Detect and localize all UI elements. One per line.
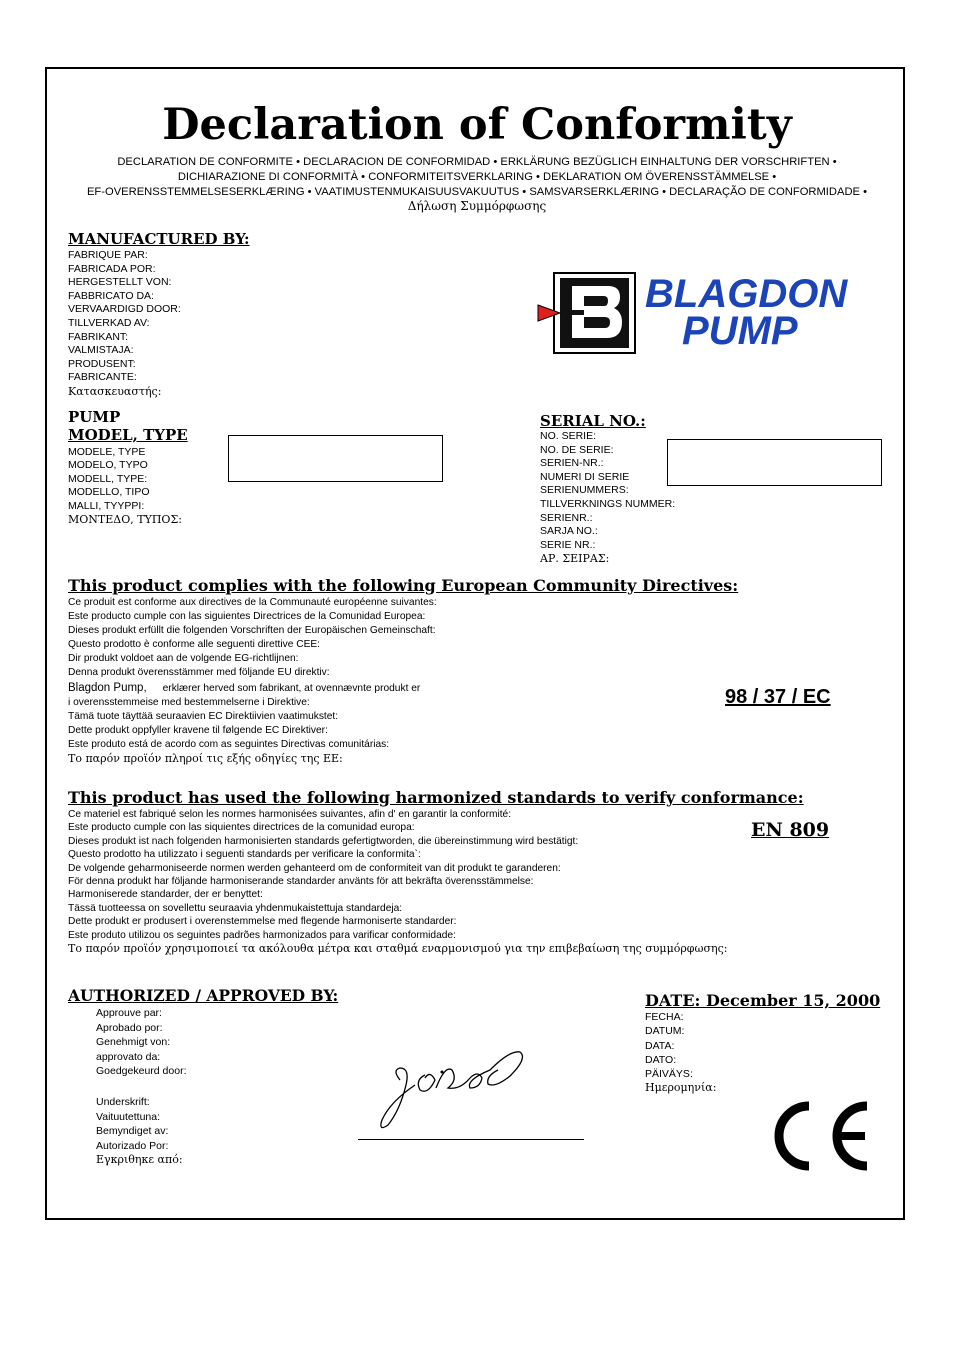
date-heading: DATE: December 15, 2000 [645, 991, 881, 1010]
directive-line: Questo prodotto è conforme alle seguenti direttive CEE: [68, 639, 320, 651]
manufacturer-labels [68, 249, 181, 399]
directive-line: Denna produkt överensstämmer med följande EU direktiv: [68, 667, 330, 679]
signature-scribble-icon [370, 1040, 550, 1135]
directive-line: Dieses produkt erfüllt die folgenden Vorschriften der Europäischen Gemeinschaft: [68, 625, 436, 637]
directive-greek-line: Το παρόν προϊόν πληροί τις εξής οδηγίες της ΕΕ: [68, 752, 343, 766]
authorized-label-greek: Εγκριθηκε από: [96, 1153, 183, 1167]
subtitle-line-1: DECLARATION DE CONFORMITE • DECLARACION DE CONFORMIDAD • ERKLÄRUNG BEZÜGLICH EINHALTUNG DER VORSCHRIFTEN • [117, 156, 837, 168]
directive-company-row [68, 681, 437, 696]
logo-line-blagdon: BLAGDON [645, 272, 848, 316]
serial-label: SERIEN-NR.: [540, 457, 604, 470]
manufacturer-label: VERVAARDIGD DOOR: [68, 303, 181, 316]
standard-greek-line: Το παρόν προϊόν χρησιμοποιεί τα ακόλουθα μέτρα και σταθμά εναρμονισμού για την επιβεβαίωση της συμμόρφωσης: [68, 942, 728, 956]
authorized-labels-a [96, 1006, 186, 1079]
directive-line: Ce produit est conforme aux directives de la Communauté européenne suivantes: [68, 597, 437, 608]
directive-line: Tämä tuote täyttää seuraavien EC Direktiivien vaatimukstet: [68, 710, 339, 722]
manufacturer-label: FABBRICATO DA: [68, 289, 154, 302]
authorized-label: Aprobado por: [96, 1021, 163, 1034]
date-label: DATO: [645, 1053, 677, 1066]
model-heading-1: PUMP [68, 408, 121, 426]
serial-label: NO. SERIE: [540, 430, 597, 442]
authorized-label: Genehmigt von: [96, 1036, 171, 1049]
model-type-field[interactable] [228, 435, 443, 482]
date-labels [645, 1010, 716, 1096]
logo-line-pump: PUMP [682, 309, 798, 353]
authorized-label: Underskrift: [96, 1096, 150, 1108]
standard-code: EN 809 [751, 819, 830, 841]
authorized-label: Vaituutettuna: [96, 1110, 161, 1123]
directive-line: Dir produkt voldoet aan de volgende EG-richtlijnen: [68, 653, 299, 665]
standards-lines [68, 808, 727, 955]
manufacturer-label-greek: Κατασκευαστής: [68, 384, 162, 398]
manufacturer-label: FABRIKANT: [68, 330, 129, 343]
date-label: DATA: [645, 1039, 675, 1052]
page-title: Declaration of Conformity [162, 100, 792, 150]
serial-label-greek: ΑΡ. ΣΕΙΡΑΣ: [540, 552, 610, 566]
model-label: MODELO, TYPO [68, 459, 148, 472]
subtitle-greek: Δήλωση Συμμόρφωσης [407, 199, 547, 213]
blagdon-logo-mark [534, 272, 639, 356]
authorized-label: Goedgekeurd door: [96, 1065, 187, 1078]
manufacturer-label: FABRICADA POR: [68, 262, 156, 275]
ce-mark [763, 1098, 873, 1174]
standard-line: Este producto cumple con las siquientes directrices de la comunidad europa: [68, 822, 415, 834]
serial-label: SERIENUMMERS: [540, 484, 629, 497]
standard-line: De volgende geharmoniseerde normen werden gehanteerd om de conformiteit van dit produkt te garanderen: [68, 862, 561, 874]
serial-number-field[interactable] [667, 439, 882, 486]
directives-heading: This product complies with the following European Community Directives: [68, 576, 739, 595]
manufacturer-label: HERGESTELLT VON: [68, 276, 172, 289]
standard-line: Ce materiel est fabriqué selon les normes harmonisées suivantes, afin d' en garantir la conformité: [68, 809, 512, 820]
subtitle-line-3: EF-OVERENSSTEMMELSESERKLÆRING • VAATIMUSTENMUKAISUUSVAKUUTUS • SAMSVARSERKLÆRING • DECLARAÇÃO DE CONFORMIDADE • [86, 186, 868, 198]
directive-line: Este produto está de acordo com as seguintes Directivas comunitárias: [68, 738, 390, 750]
serial-label: TILLVERKNINGS NUMMER: [540, 497, 676, 510]
blagdon-b-icon [534, 272, 639, 356]
manufacturer-heading: MANUFACTURED BY: [68, 230, 250, 248]
authorized-label: Bemyndiget av: [96, 1125, 169, 1138]
ce-mark-icon [763, 1098, 873, 1174]
standard-line: Harmoniserede standarder, der er benyttet: [68, 889, 263, 901]
serial-heading: SERIAL NO.: [540, 412, 646, 430]
authorized-label: approvato da: [96, 1050, 161, 1063]
authorized-label: Autorizado Por: [96, 1139, 169, 1152]
signature-line [358, 1139, 584, 1140]
directive-line: Este producto cumple con las siguientes Directrices de la Comunidad Europea: [68, 611, 426, 623]
directive-line: Dette produkt oppfyller kravene til følgende EC Direktiver: [68, 724, 328, 736]
manufacturer-label: PRODUSENT: [68, 357, 136, 370]
standards-heading: This product has used the following harmonized standards to verify conformance: [68, 788, 804, 807]
model-label: MODELLO, TIPO [68, 486, 150, 499]
model-label: MODELL, TYPE: [68, 472, 148, 485]
serial-labels [540, 430, 675, 566]
serial-label: NUMERI DI SERIE [540, 470, 630, 483]
directive-company-text: erklærer herved som fabrikant, at ovennævnte produkt er [162, 682, 421, 694]
directive-line: i overensstemmeise med bestemmelserne i Direktive: [68, 696, 310, 708]
signature [370, 1040, 550, 1135]
model-heading-2: MODEL, TYPE [68, 426, 188, 444]
standard-line: Tässä tuotteessa on sovellettu seuraavia yhdenmukaistettuja standardeja: [68, 902, 403, 914]
manufacturer-label: VALMISTAJA: [68, 344, 134, 357]
manufacturer-label: FABRIQUE PAR: [68, 249, 148, 261]
standard-line: För denna produkt har följande harmoniserande standarder använts för att bekräfta överensstämmelse: [68, 876, 534, 888]
standard-line: Dette produkt er produsert i overenstemmelse med flegende harmoniserte standarder: [68, 916, 457, 928]
serial-label: SERIENR.: [540, 511, 593, 524]
subtitle-line-2: DICHIARAZIONE DI CONFORMITÀ • CONFORMITEITSVERKLARING • DEKLARATION OM ÖVERENSSTÄMMELSE • [177, 171, 777, 183]
date-label: PÄIVÄYS: [645, 1068, 693, 1081]
authorized-heading: AUTHORIZED / APPROVED BY: [68, 986, 339, 1005]
directive-code: 98 / 37 / EC [725, 686, 831, 708]
date-label-greek: Ημερομηνία: [645, 1081, 717, 1095]
standard-line: Dieses produkt ist nach folgenden harmonisierten standards gefertigtworden, die übereinstimmung wird bestätigt: [68, 835, 579, 847]
authorized-labels-b [96, 1095, 183, 1168]
serial-label: NO. DE SERIE: [540, 443, 614, 456]
date-label: DATUM: [645, 1025, 685, 1038]
model-label-greek: ΜΟΝΤΕΔΟ, ΤΥΠΟΣ: [68, 513, 182, 527]
manufacturer-label: FABRICANTE: [68, 371, 137, 384]
standard-line: Questo prodotto ha utilizzato i seguenti standards per verificare la conformita`: [68, 849, 421, 861]
serial-label: SERIE NR.: [540, 538, 596, 551]
manufacturer-label: TILLVERKAD AV: [68, 316, 150, 329]
standard-line: Este produto utilizou os seguintes padrões harmonizados para varificar conformidade: [68, 929, 456, 941]
serial-label: SARJA NO.: [540, 525, 598, 538]
model-label: MALLI, TYYPPI: [68, 499, 145, 512]
authorized-label: Approuve par: [96, 1007, 162, 1019]
company-name: Blagdon Pump, [68, 681, 147, 694]
directives-lines [68, 596, 437, 766]
model-labels [68, 446, 182, 526]
model-label: MODELE, TYPE [68, 446, 146, 458]
date-label: FECHA: [645, 1011, 684, 1023]
